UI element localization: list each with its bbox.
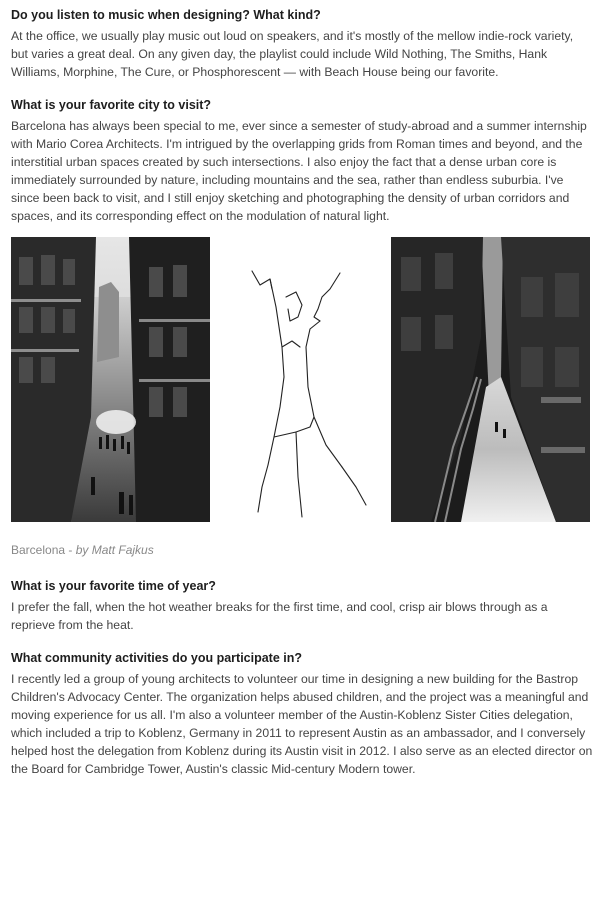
caption-place: Barcelona - <box>11 543 76 557</box>
answer-community: I recently led a group of young architects to volunteer our time in designing a new building for the Bastrop Children's Advocacy Center. The organization helps abused children, and the project was a meaningful and moving experience for us all. I'm also a volunteer member of the Austin-Koblenz Sister Cities delegation, which included a trip to Koblenz, Germany in 2011 to represent Austin as an ambassador, and I conversely helped host the delegation from Koblenz during its Austin visit in 2012. I also serve as an elected director on the Board for Cambridge Tower, Austin's classic Mid-century Modern tower. <box>11 672 593 776</box>
answer-music: At the office, we usually play music out loud on speakers, and it's mostly of the mellow indie-rock variety, but varies a great deal. On any given day, the playlist could include Wild Nothing, The Smiths, Hank Williams, Morphine, The Cure, or Phosphorescent — with Beach House being our favorite. <box>11 29 574 79</box>
question-season: What is your favorite time of year? <box>11 579 216 593</box>
caption-credit: by Matt Fajkus <box>75 543 154 557</box>
barcelona-street-photo-2 <box>391 237 590 522</box>
barcelona-street-photo-1 <box>11 237 210 522</box>
article-content <box>11 7 593 794</box>
question-music: Do you listen to music when designing? What kind? <box>11 8 321 22</box>
image-caption <box>11 542 593 558</box>
answer-season: I prefer the fall, when the hot weather breaks for the first time, and cool, crisp air blows through as a reprieve from the heat. <box>11 600 548 632</box>
barcelona-sketch <box>210 237 390 522</box>
barcelona-image-strip <box>11 237 591 522</box>
answer-city: Barcelona has always been special to me, ever since a semester of study-abroad and a summer internship with Mario Corea Architects. I'm intrigued by the overlapping grids from Roman times and beyond, and the interstitial urban spaces created by such intersections. I also enjoy the fact that a dense urban core is immediately surrounded by nature, including mountains and the sea, rather than endless suburbia. I've since been back to visit, and I still enjoy sketching and photographing the density of urban corridors and spaces, and its corresponding effect on the modulation of natural light. <box>11 119 587 223</box>
question-community: What community activities do you participate in? <box>11 651 303 665</box>
question-city: What is your favorite city to visit? <box>11 98 212 112</box>
